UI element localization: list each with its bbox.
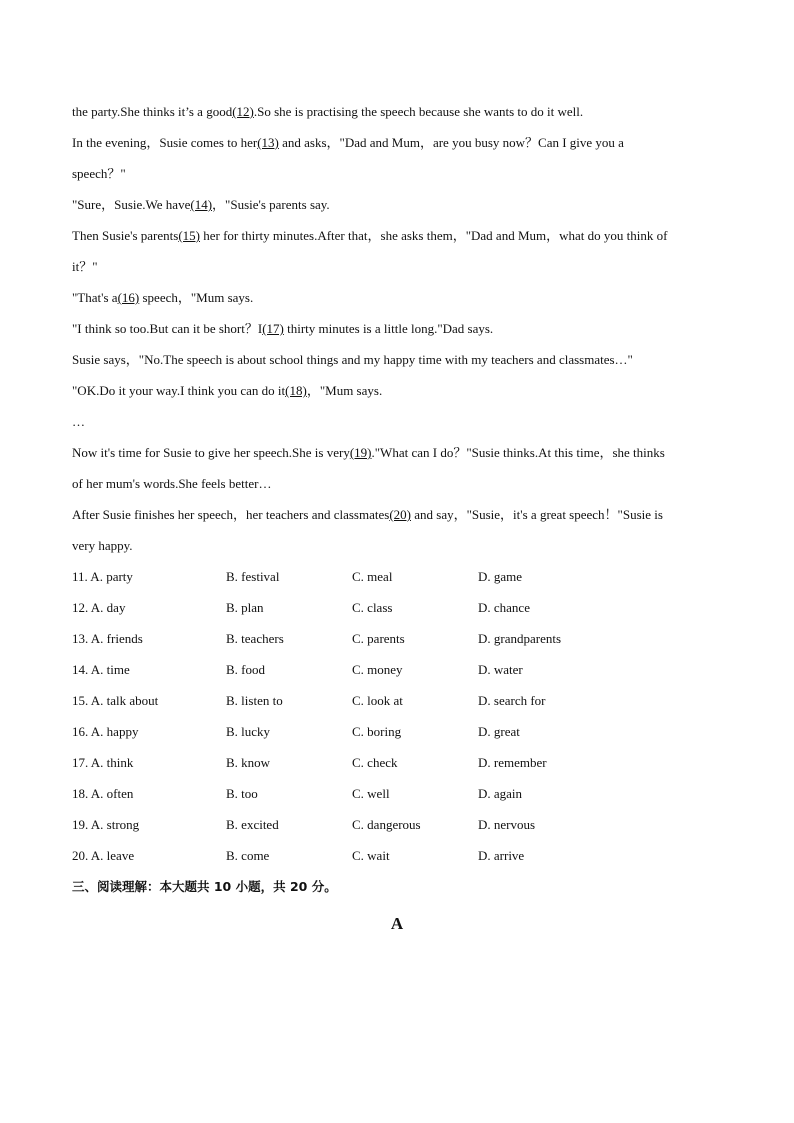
passage-line: In the evening，Susie comes to her(13) and asks，"Dad and Mum，are you busy now？Can I give you a	[72, 135, 624, 150]
option-b: B. too	[226, 786, 258, 801]
blank-14: (14)	[190, 197, 213, 212]
question-row	[72, 747, 722, 778]
passage-line: it？"	[72, 259, 98, 274]
blank-18: (18)	[285, 383, 307, 398]
question-row	[72, 809, 722, 840]
blank-20: (20)	[389, 507, 411, 522]
option-b: B. teachers	[226, 631, 284, 646]
worksheet-page	[72, 96, 722, 903]
question-row	[72, 654, 722, 685]
passage-ellipsis: …	[72, 414, 85, 429]
option-b: B. excited	[226, 817, 279, 832]
question-row	[72, 716, 722, 747]
question-row	[72, 840, 722, 871]
section-heading: 三、阅读理解：本大题共 10 小题，共 20 分。	[72, 879, 337, 894]
option-c: C. class	[352, 600, 393, 615]
option-d: D. again	[478, 786, 523, 801]
option-c: C. well	[352, 786, 390, 801]
option-a: 11. A. party	[72, 569, 133, 584]
passage-line: Then Susie's parents(15) her for thirty minutes.After that，she asks them，"Dad and Mum，what do you think of	[72, 228, 668, 243]
option-b: B. festival	[226, 569, 280, 584]
passage-line: the party.She thinks it’s a good(12).So she is practising the speech because she wants to do it well.	[72, 104, 584, 119]
option-c: C. look at	[352, 693, 403, 708]
option-b: B. know	[226, 755, 271, 770]
option-d: D. chance	[478, 600, 530, 615]
option-a: 16. A. happy	[72, 724, 139, 739]
option-a: 17. A. think	[72, 755, 134, 770]
option-c: C. parents	[352, 631, 405, 646]
passage-line: "Sure，Susie.We have(14)，"Susie's parents say.	[72, 197, 330, 212]
option-d: D. water	[478, 662, 523, 677]
passage-line: Now it's time for Susie to give her speech.She is very(19)."What can I do？"Susie thinks.At this time，she thinks	[72, 445, 665, 460]
cloze-passage	[72, 96, 722, 561]
option-a: 14. A. time	[72, 662, 130, 677]
option-b: B. come	[226, 848, 270, 863]
option-b: B. plan	[226, 600, 264, 615]
option-d: D. grandparents	[478, 631, 562, 646]
option-a: 20. A. leave	[72, 848, 135, 863]
option-c: C. boring	[352, 724, 402, 739]
options-list	[72, 561, 722, 871]
option-c: C. check	[352, 755, 398, 770]
blank-12: (12)	[232, 104, 254, 119]
option-b: B. listen to	[226, 693, 283, 708]
option-a: 15. A. talk about	[72, 693, 159, 708]
option-a: 13. A. friends	[72, 631, 143, 646]
option-d: D. nervous	[478, 817, 536, 832]
question-row	[72, 623, 722, 654]
question-row	[72, 778, 722, 809]
passage-line: of her mum's words.She feels better…	[72, 476, 272, 491]
blank-15: (15)	[178, 228, 200, 243]
option-d: D. arrive	[478, 848, 525, 863]
option-c: C. meal	[352, 569, 393, 584]
option-d: D. game	[478, 569, 523, 584]
question-row	[72, 685, 722, 716]
option-a: 18. A. often	[72, 786, 134, 801]
blank-13: (13)	[257, 135, 279, 150]
option-b: B. lucky	[226, 724, 271, 739]
passage-line: "OK.Do it your way.I think you can do it(18)，"Mum says.	[72, 383, 383, 398]
part-title: A	[390, 914, 404, 933]
option-d: D. great	[478, 724, 520, 739]
question-row	[72, 592, 722, 623]
option-c: C. dangerous	[352, 817, 421, 832]
option-d: D. search for	[478, 693, 546, 708]
option-d: D. remember	[478, 755, 547, 770]
blank-17: (17)	[262, 321, 284, 336]
passage-line: Susie says，"No.The speech is about school things and my happy time with my teachers and classmates…"	[72, 352, 633, 367]
option-c: C. wait	[352, 848, 390, 863]
passage-line: "I think so too.But can it be short？I(17) thirty minutes is a little long."Dad says.	[72, 321, 494, 336]
blank-16: (16)	[117, 290, 140, 305]
option-b: B. food	[226, 662, 265, 677]
blank-19: (19)	[349, 445, 372, 460]
option-a: 19. A. strong	[72, 817, 140, 832]
option-a: 12. A. day	[72, 600, 126, 615]
passage-line: speech？"	[72, 166, 126, 181]
passage-line: very happy.	[72, 538, 133, 553]
question-row	[72, 561, 722, 592]
passage-line: "That's a(16) speech，"Mum says.	[72, 290, 254, 305]
passage-line: After Susie finishes her speech，her teachers and classmates(20) and say，"Susie，it's a great speech！"Susie is	[72, 507, 663, 522]
option-c: C. money	[352, 662, 403, 677]
